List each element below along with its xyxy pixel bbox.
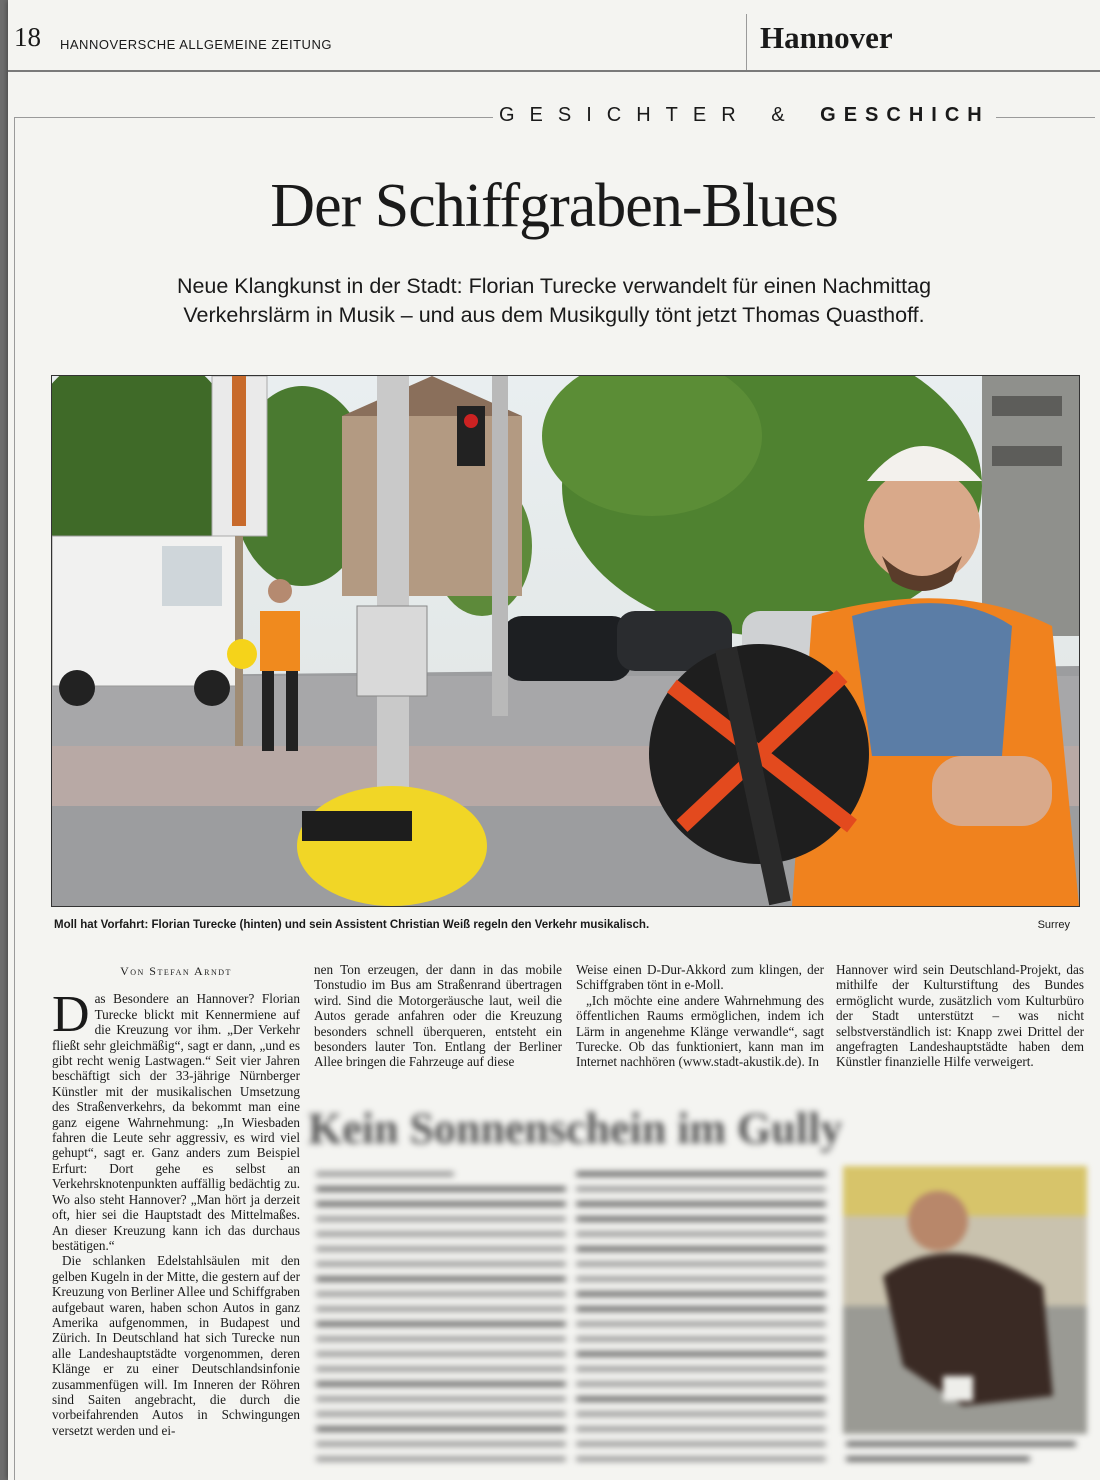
- text-column-2: [314, 962, 562, 1070]
- rubric: [493, 104, 996, 127]
- article-photo: [51, 375, 1080, 907]
- text-column-4: [836, 962, 1084, 1070]
- drop-cap: D: [52, 986, 90, 1044]
- article-headline: Der Schiffgraben-Blues: [270, 172, 838, 240]
- paragraph: Hannover wird sein Deutschland-Projekt, das mithilfe der Kulturstiftung des Bundes ermöglicht wurde, zusätzlich vom Kulturbüro der Stadt unterstützt – was nicht selbstverständlich ist: Knapp zwei Drittel der angefragten Landeshauptstädte haben dem Künstler finanzielle Hilfe verweigert.: [836, 962, 1084, 1070]
- paragraph: Die schlanken Edelstahlsäulen mit den gelben Kugeln in der Mitte, die gestern auf der Kreuzung von Berliner Allee und Schiffgraben aufgebaut waren, haben schon Autos in ganz Amerika aufgenommen, in Budapest und Zürich. In Deutschland hat sich Turecke nun alle Landeshauptstädte vorgenommen, deren Klänge er zu einer Deutschlandsinfonie zusammenfügen will. Im Inneren der Röhren sind Saiten angebracht, die durch die vorbeifahrenden Autos in Schwingungen versetzt werden und ei-: [52, 1253, 300, 1438]
- rubric-part2: GESCHICH: [820, 104, 990, 126]
- subhead-line-2: Verkehrslärm in Musik – und aus dem Musikgully tönt jetzt Thomas Quasthoff.: [183, 303, 925, 327]
- page-header: [8, 0, 1100, 72]
- byline: Von Stefan Arndt: [120, 964, 232, 978]
- paragraph: [52, 986, 300, 1253]
- second-article-column-2: [576, 1172, 826, 1472]
- section-title: Hannover: [760, 20, 893, 55]
- text-column-3: [576, 962, 824, 1070]
- page-number: 18: [14, 22, 41, 52]
- photo-caption: Moll hat Vorfahrt: Florian Turecke (hinten) und sein Assistent Christian Weiß regeln den Verkehr musikalisch.: [54, 919, 650, 931]
- second-article-headline: Kein Sonnenschein im Gully: [308, 1104, 843, 1153]
- paragraph: Weise einen D-Dur-Akkord zum klingen, der Schiffgraben tönt in e-Moll.: [576, 962, 824, 993]
- second-article-photo: [843, 1166, 1087, 1434]
- article-subhead: [128, 272, 980, 330]
- paragraph: nen Ton erzeugen, der dann in das mobile Tonstudio im Bus am Straßenrand übertragen wird. Sind die Motorgeräusche laut, weil die Autos gerade anfahren oder die Kreuzung besonders schnell überqueren, entsteht ein besonders lauter Ton. Entlang der Berliner Allee bringen die Fahrzeuge auf diese: [314, 962, 562, 1070]
- second-article-caption: [846, 1442, 1076, 1472]
- photo-credit: Surrey: [1037, 919, 1070, 931]
- paragraph: „Ich möchte eine andere Wahrnehmung des öffentlichen Raums ermöglichen, indem ich Lärm in angenehme Klänge verwandle“, sagt Turecke. Ob das funktioniert, kann man im Internet nachhören (www.stadt-akustik.de). In: [576, 992, 824, 1070]
- newspaper-page: [8, 0, 1100, 1480]
- header-divider: [746, 14, 747, 70]
- subhead-line-1: Neue Klangkunst in der Stadt: Florian Turecke verwandelt für einen Nachmittag: [176, 274, 932, 298]
- street-scene-illustration: [52, 376, 1079, 906]
- second-article-column-1: [316, 1172, 566, 1472]
- portrait-illustration: [843, 1166, 1087, 1434]
- rubric-part1: GESICHTER &: [499, 104, 800, 126]
- newspaper-name: HANNOVERSCHE ALLGEMEINE ZEITUNG: [60, 37, 332, 52]
- text-column-1: [52, 962, 300, 1438]
- paragraph-text: as Besondere an Hannover? Florian Turecke blickt mit Kennermiene auf die Kreuzung vor ihm. „Der Verkehr fließt sehr gleichmäßig“, sagt er dann, „und es gibt recht wenig Lastwagen.“ Seit vier Jahren beschäftigt sich der 33-jährige Nürnberger Künstler mit der musikalischen Umsetzung des Straßenverkehrs, da bekommt man eine ganz eigene Wahrnehmung: „In Wiesbaden fahren die Leute sehr aggressiv, es wird viel gehupt“, sagt er. Ganz anders zum Beispiel Erfurt: Dort gehe es selbst an Verkehrsknotenpunkten auffällig bedächtig zu. Wo also steht Hannover? „Man hört ja derzeit oft, hier sei die Hauptstadt des Mittelmaßes. An dieser Kreuzung kann ich das durchaus bestätigen.“: [52, 991, 300, 1253]
